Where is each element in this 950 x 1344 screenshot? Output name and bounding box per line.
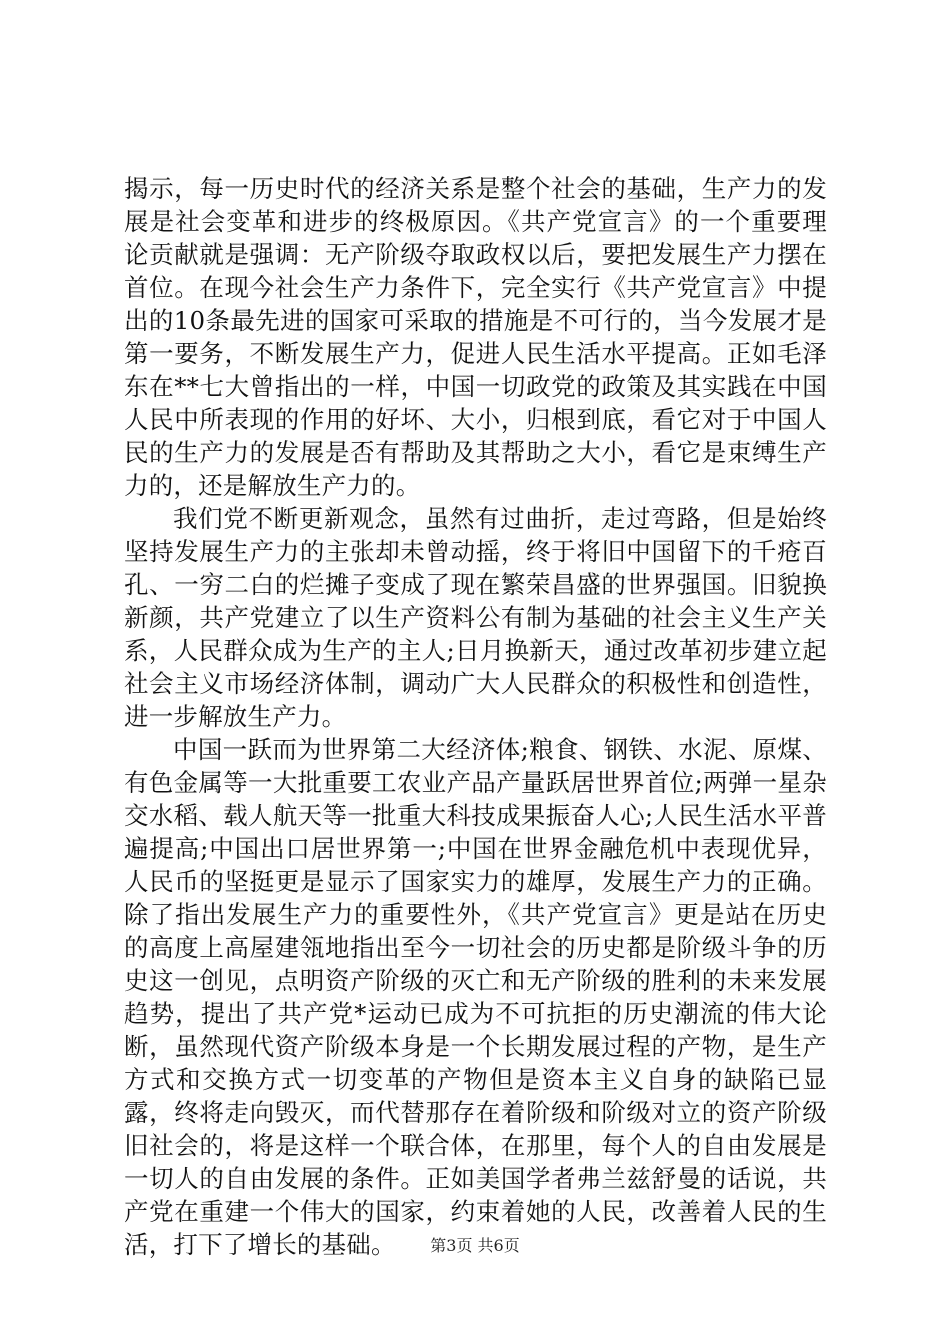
page-footer xyxy=(0,1236,950,1256)
document-body xyxy=(124,172,827,1261)
paragraph-1: 揭示，每一历史时代的经济关系是整个社会的基础，生产力的发展是社会变革和进步的终极原因。《共产党宣言》的一个重要理论贡献就是强调：无产阶级夺取政权以后，要把发展生产力摆在首位。在现今社会生产力条件下，完全实行《共产党宣言》中提出的10条最先进的国家可采取的措施是不可行的，当今发展才是第一要务，不断发展生产力，促进人民生活水平提高。正如毛泽东在**七大曾指出的一样，中国一切政党的政策及其实践在中国人民中所表现的作用的好坏、大小，归根到底，看它对于中国人民的生产力的发展是否有帮助及其帮助之大小，看它是束缚生产力的，还是解放生产力的。 xyxy=(124,174,827,500)
page-number-label: 第3页 共6页 xyxy=(430,1236,520,1255)
paragraph-2: 我们党不断更新观念，虽然有过曲折，走过弯路，但是始终坚持发展生产力的主张却未曾动摇，终于将旧中国留下的千疮百孔、一穷二白的烂摊子变成了现在繁荣昌盛的世界强国。旧貌换新颜，共产党建立了以生产资料公有制为基础的社会主义生产关系，人民群众成为生产的主人;日月换新天，通过改革初步建立起社会主义市场经济体制，调动广大人民群众的积极性和创造性，进一步解放生产力。 xyxy=(124,504,827,731)
paragraph-3: 中国一跃而为世界第二大经济体;粮食、钢铁、水泥、原煤、有色金属等一大批重要工农业产品产量跃居世界首位;两弹一星杂交水稻、载人航天等一批重大科技成果振奋人心;人民生活水平普遍提高;中国出口居世界第一;中国在世界金融危机中表现优异，人民币的坚挺更是显示了国家实力的雄厚，发展生产力的正确。除了指出发展生产力的重要性外，《共产党宣言》更是站在历史的高度上高屋建瓴地指出至今一切社会的历史都是阶级斗争的历史这一创见，点明资产阶级的灭亡和无产阶级的胜利的未来发展趋势，提出了共产党*运动已成为不可抗拒的历史潮流的伟大论断，虽然现代资产阶级本身是一个长期发展过程的产物，是生产方式和交换方式一切变革的产物但是资本主义自身的缺陷已显露，终将走向毁灭，而代替那存在着阶级和阶级对立的资产阶级旧社会的，将是这样一个联合体，在那里，每个人的自由发展是一切人的自由发展的条件。正如美国学者弗兰兹舒曼的话说，共产党在重建一个伟大的国家，约束着她的人民，改善着人民的生活，打下了增长的基础。 xyxy=(124,735,827,1259)
